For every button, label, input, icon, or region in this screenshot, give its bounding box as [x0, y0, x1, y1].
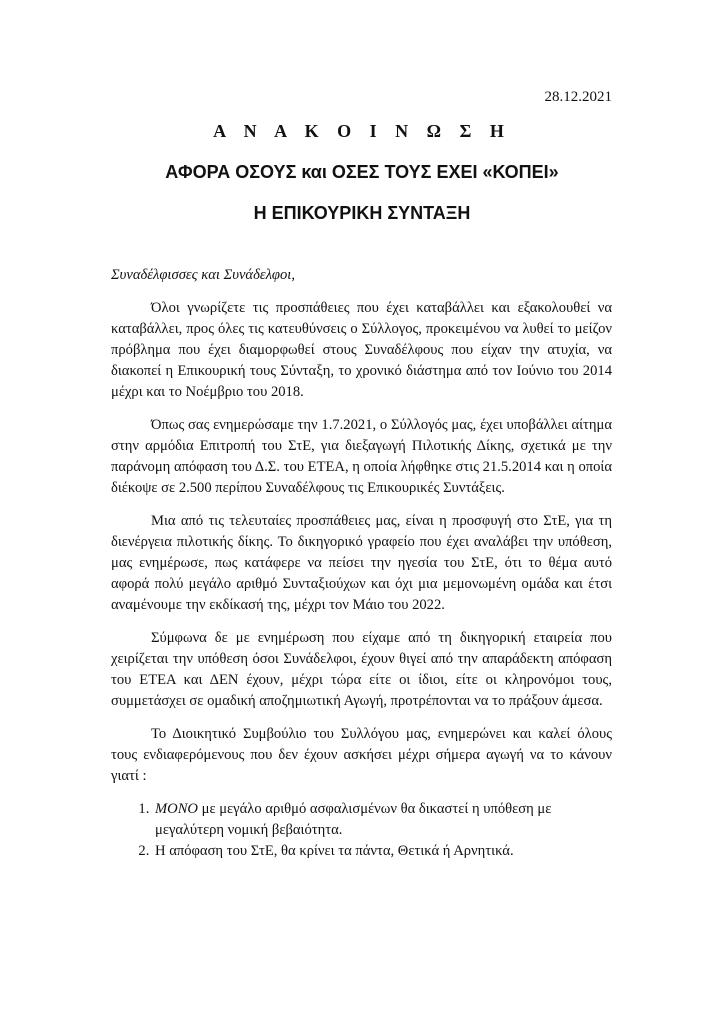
reason-text: με μεγάλο αριθμό ασφαλισμένων θα δικαστεί η υπόθεση με μεγαλύτερη νομική βεβαιότητα.: [155, 801, 552, 838]
announcement-title: Α Ν Α Κ Ο Ι Ν Ω Σ Η: [213, 121, 511, 141]
reason-text: Η απόφαση του ΣτΕ, θα κρίνει τα πάντα, Θετικά ή Αρνητικά.: [155, 843, 514, 859]
greeting: Συναδέλφισσες και Συνάδελφοι,: [111, 267, 296, 283]
announcement-subtitle-1: ΑΦΟΡΑ ΟΣΟΥΣ και ΟΣΕΣ ΤΟΥΣ ΕΧΕΙ «ΚΟΠΕΙ»: [165, 162, 559, 182]
paragraph: Μια από τις τελευταίες προσπάθειες μας, είναι η προσφυγή στο ΣτΕ, για τη διενέργεια πιλοτικής δίκης. Το δικηγορικό γραφείο που έχει αναλάβει την υπόθεση, μας ενημέρωσε, πως κατάφερε να πείσει την ηγεσία του ΣτΕ, ότι το θέμα αυτό αφορά πολύ μεγάλο αριθμό Συνταξιούχων και όχι μια μεμονωμένη ομάδα και έτσι αναμένουμε την εκδίκασή της, μέχρι τον Μάιο του 2022.: [111, 513, 612, 613]
reasons-list: [111, 799, 612, 862]
paragraph: Όλοι γνωρίζετε τις προσπάθειες που έχει καταβάλλει και εξακολουθεί να καταβάλλει, προς όλες τις κατευθύνσεις ο Σύλλογος, προκειμένου να λυθεί το μείζον πρόβλημα που έχει διαμορφωθεί στους Συναδέλφους που είχαν την ατυχία, να διακοπεί η Επικουρική τους Σύνταξη, το χρονικό διάστημα από τον Ιούνιο του 2014 μέχρι και το Νοέμβριο του 2018.: [111, 300, 612, 400]
reason-emphasis: ΜΟΝΟ: [155, 801, 198, 817]
document-body: [111, 265, 612, 862]
announcement-subtitle-2: Η ΕΠΙΚΟΥΡΙΚΗ ΣΥΝΤΑΞΗ: [253, 203, 471, 223]
list-item: [153, 841, 612, 862]
document-date: 28.12.2021: [544, 89, 612, 105]
paragraph: Όπως σας ενημερώσαμε την 1.7.2021, ο Σύλλογός μας, έχει υποβάλλει αίτημα στην αρμόδια Επιτροπή του ΣτΕ, για διεξαγωγή Πιλοτικής Δίκης, σχετικά με την παράνομη απόφαση του Δ.Σ. του ΕΤΕΑ, η οποία λήφθηκε στις 21.5.2014 και η οποία διέκοψε σε 2.500 περίπου Συναδέλφους τις Επικουρικές Συντάξεις.: [111, 417, 612, 496]
paragraph: Το Διοικητικό Συμβούλιο του Συλλόγου μας, ενημερώνει και καλεί όλους τους ενδιαφερόμενους που δεν έχουν ασκήσει μέχρι σήμερα αγωγή να το κάνουν γιατί :: [111, 726, 612, 784]
list-item: [153, 799, 612, 841]
paragraph: Σύμφωνα δε με ενημέρωση που είχαμε από τη δικηγορική εταιρεία που χειρίζεται την υπόθεση όσοι Συνάδελφοι, έχουν θιγεί από την απαράδεκτη απόφαση του ΕΤΕΑ και ΔΕΝ έχουν, μέχρι τώρα είτε οι ίδιοι, είτε οι κληρονόμοι τους, συμμετάσχει σε ομαδική αποζημιωτική Αγωγή, προτρέπονται να το πράξουν άμεσα.: [111, 630, 612, 709]
